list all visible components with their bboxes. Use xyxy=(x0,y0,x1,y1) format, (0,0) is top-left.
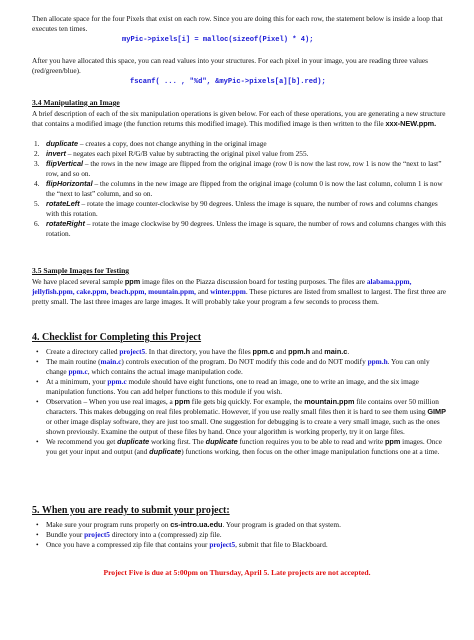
output-filename: xxx-NEW.ppm. xyxy=(385,119,437,128)
list-item: 3. flipVertical – the rows in the new image are flipped from the original image (row 0 is now the last row, row 1 is now the “next to last” row, and so on. xyxy=(34,159,442,178)
list-item: 5. rotateLeft – rotate the image counter-clockwise by 90 degrees. Unless the image is square, the number of rows and columns changes with this rotation. xyxy=(34,199,438,218)
manipulation-list xyxy=(32,139,452,239)
list-item: • We recommend you get duplicate working first. The duplicate function requires you to be able to read and write ppm images. Once you get your input and output (and duplicate) functions working, then focus on the other image manipulation functions one at a time. xyxy=(36,437,442,456)
code-fscanf: fscanf( ... , "%d", &myPic->pixels[a][b].red); xyxy=(130,78,326,86)
bullet-icon: • xyxy=(36,377,39,386)
function-name: invert xyxy=(46,149,66,158)
intro-paragraph-2-text: After you have allocated this space, you can read values into your structures. For each pixel in your image, you are reading three values (red/green/blue). xyxy=(32,56,428,75)
list-item: • At a minimum, your ppm.c module should have eight functions, one to read an image, one to write an image, and the six image manipulation functions. You can add helper functions to this module if you wish. xyxy=(36,377,419,396)
section-3-5-paragraph: We have placed several sample ppm image files on the Piazza discussion board for testing purposes. The files are alabama.ppm, jellyfish.ppm, cake.ppm, beach.ppm, mountain.ppm, and winter.ppm. These pictures are listed from smallest to largest. The first three are pretty small. The last three images are large images. It will probably take your program a few seconds to process them. xyxy=(32,277,447,306)
list-item: • Make sure your program runs properly on cs-intro.ua.edu. Your program is graded on that system. xyxy=(36,520,341,529)
section-4-heading: 4. Checklist for Completing this Project xyxy=(32,332,202,343)
intro-paragraph-1: Then allocate space for the four Pixels that exist on each row. Since you are doing this for each row, the statement below is inside a loop that executes ten times. xyxy=(32,14,443,33)
section-5-heading: 5. When you are ready to submit your project: xyxy=(32,505,230,516)
function-name: flipVertical xyxy=(46,159,84,168)
bullet-icon: • xyxy=(36,530,39,539)
bullet-icon: • xyxy=(36,540,39,549)
bullet-icon: • xyxy=(36,347,39,356)
sample-file-links[interactable]: alabama.ppm, jellyfish.ppm, cake.ppm, beach.ppm, mountain.ppm, xyxy=(32,277,412,296)
bullet-icon: • xyxy=(36,397,39,406)
function-name: rotateLeft xyxy=(46,199,80,208)
section-3-4-text: A brief description of each of the six manipulation operations is given below. For each of these operations, you are generating a new structure that contains a modified image (the function returns this modified image). This modified image is then written to the file xyxy=(32,109,446,128)
bullet-icon: • xyxy=(36,520,39,529)
list-item: 2. invert – negates each pixel R/G/B value by subtracting the original pixel value from 255. xyxy=(34,149,309,158)
function-name: duplicate xyxy=(46,139,79,148)
list-item: 1. duplicate – creates a copy, does not change anything in the original image xyxy=(34,139,267,148)
winter-file-link[interactable]: winter.ppm xyxy=(210,287,246,296)
section-3-4-heading: 3.4 Manipulating an Image xyxy=(32,98,120,107)
section-3-5-heading: 3.5 Sample Images for Testing xyxy=(32,266,130,275)
submission-list xyxy=(32,520,452,550)
bullet-icon: • xyxy=(36,357,39,366)
list-item: • Observation – When you use real images, a ppm file gets big quickly. For example, the mountain.ppm file contains over 50 million characters. This makes debugging on real files problematic. However, if you use really small files then it is hard to see them using GIMP or other image display software, they are just too small. One suggestion for debugging is to create a very small image, such as the ones shown previously. Examine the output of these files by hand. Once your algorithm is working properly, try it on large files. xyxy=(36,397,446,436)
section-3-4-paragraph xyxy=(32,109,452,129)
bullet-icon: • xyxy=(36,437,39,446)
list-item: 4. flipHorizontal – the columns in the new image are flipped from the original image (column 0 is now the last column, column 1 is now the “next to last” column, and so on. xyxy=(34,179,443,198)
function-name: rotateRight xyxy=(46,219,85,228)
list-item: • Bundle your project5 directory into a (compressed) zip file. xyxy=(36,530,222,539)
list-item: • The main routine (main.c) controls execution of the program. Do NOT modify this code and do NOT modify ppm.h. You can only change ppm.c, which contains the actual image manipulation code. xyxy=(36,357,430,376)
function-name: flipHorizontal xyxy=(46,179,93,188)
checklist xyxy=(32,347,452,457)
list-item: 6. rotateRight – rotate the image clockwise by 90 degrees. Unless the image is square, the number of rows and columns changes with this rotation. xyxy=(34,219,447,238)
intro-paragraph-2 xyxy=(32,56,452,76)
due-date-notice: Project Five is due at 5:00pm on Thursday, April 5. Late projects are not accepted. xyxy=(103,568,371,577)
code-malloc: myPic->pixels[i] = malloc(sizeof(Pixel) * 4); xyxy=(122,36,314,44)
list-item: • Create a directory called project5. In that directory, you have the files ppm.c and ppm.h and main.c. xyxy=(36,347,350,356)
list-item: • Once you have a compressed zip file that contains your project5, submit that file to Blackboard. xyxy=(36,540,328,549)
